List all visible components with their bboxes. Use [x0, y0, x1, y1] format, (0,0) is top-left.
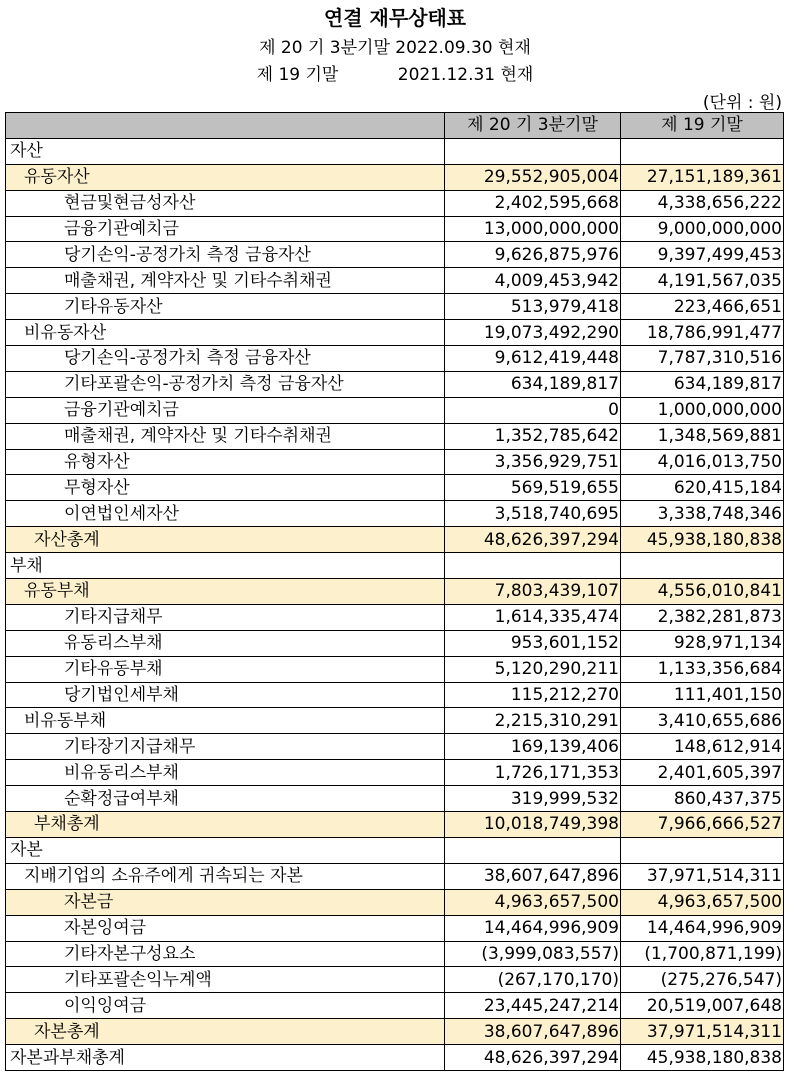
table-row — [6, 812, 784, 838]
prior-period-value: 3,410,655,686 — [621, 708, 784, 734]
table-row — [6, 993, 784, 1019]
table-row — [6, 837, 784, 863]
current-period-value: 14,464,996,909 — [445, 915, 621, 941]
table-row — [6, 786, 784, 812]
header-label-cell — [6, 113, 445, 139]
prior-period-value: 9,397,499,453 — [621, 242, 784, 268]
row-label: 순확정급여부채 — [6, 786, 445, 812]
table-row — [6, 138, 784, 164]
prior-period-value: 9,000,000,000 — [621, 216, 784, 242]
prior-period-value: 20,519,007,648 — [621, 993, 784, 1019]
prior-period-value — [621, 837, 784, 863]
prior-period-value: 1,000,000,000 — [621, 397, 784, 423]
table-row — [6, 915, 784, 941]
prior-period-value: 860,437,375 — [621, 786, 784, 812]
current-period-value: 3,356,929,751 — [445, 449, 621, 475]
row-label: 기타유동자산 — [6, 294, 445, 320]
table-body — [6, 113, 784, 1071]
prior-period-value — [621, 553, 784, 579]
table-header-row — [6, 113, 784, 139]
prior-period-value: 223,466,651 — [621, 294, 784, 320]
table-row — [6, 1045, 784, 1071]
current-period-value: 4,963,657,500 — [445, 889, 621, 915]
prior-period-value: 27,151,189,361 — [621, 164, 784, 190]
row-label: 자본금 — [6, 889, 445, 915]
prior-period-value: 37,971,514,311 — [621, 863, 784, 889]
row-label: 비유동자산 — [6, 320, 445, 346]
prior-period-value: 7,966,666,527 — [621, 812, 784, 838]
statement-title: 연결 재무상태표 — [323, 6, 467, 30]
row-label: 이연법인세자산 — [6, 501, 445, 527]
current-period-value: 115,212,270 — [445, 682, 621, 708]
current-period-value — [445, 837, 621, 863]
row-label: 부채총계 — [6, 812, 445, 838]
row-label: 자본 — [6, 837, 445, 863]
prior-period-value: 4,016,013,750 — [621, 449, 784, 475]
table-row — [6, 967, 784, 993]
row-label: 이익잉여금 — [6, 993, 445, 1019]
current-period-value: 13,000,000,000 — [445, 216, 621, 242]
row-label: 당기손익-공정가치 측정 금융자산 — [6, 242, 445, 268]
table-row — [6, 527, 784, 553]
current-period-value: 38,607,647,896 — [445, 1019, 621, 1045]
prior-period-value: 18,786,991,477 — [621, 320, 784, 346]
row-label: 금융기관예치금 — [6, 216, 445, 242]
current-period-value: 319,999,532 — [445, 786, 621, 812]
row-label: 자본총계 — [6, 1019, 445, 1045]
row-label: 기타지급채무 — [6, 604, 445, 630]
table-row — [6, 268, 784, 294]
table-row — [6, 371, 784, 397]
current-period-value: 1,726,171,353 — [445, 760, 621, 786]
row-label: 매출채권, 계약자산 및 기타수취채권 — [6, 423, 445, 449]
table-row — [6, 941, 784, 967]
prior-period-value: (1,700,871,199) — [621, 941, 784, 967]
current-period-value: 38,607,647,896 — [445, 863, 621, 889]
table-row — [6, 553, 784, 579]
current-period-value: 169,139,406 — [445, 734, 621, 760]
balance-sheet-table — [5, 112, 784, 1071]
current-period-value: 513,979,418 — [445, 294, 621, 320]
row-label: 기타자본구성요소 — [6, 941, 445, 967]
row-label: 부채 — [6, 553, 445, 579]
row-label: 현금및현금성자산 — [6, 190, 445, 216]
row-label: 유형자산 — [6, 449, 445, 475]
row-label: 당기법인세부채 — [6, 682, 445, 708]
row-label: 비유동리스부채 — [6, 760, 445, 786]
table-row — [6, 449, 784, 475]
row-label: 무형자산 — [6, 475, 445, 501]
table-row — [6, 164, 784, 190]
current-period-value: 1,352,785,642 — [445, 423, 621, 449]
current-period-value: 23,445,247,214 — [445, 993, 621, 1019]
row-label: 자산총계 — [6, 527, 445, 553]
row-label: 금융기관예치금 — [6, 397, 445, 423]
row-label: 유동부채 — [6, 579, 445, 605]
row-label: 매출채권, 계약자산 및 기타수취채권 — [6, 268, 445, 294]
prior-period-value: 4,963,657,500 — [621, 889, 784, 915]
prior-period-value: 4,191,567,035 — [621, 268, 784, 294]
prior-period-value: (275,276,547) — [621, 967, 784, 993]
current-period-value: 1,614,335,474 — [445, 604, 621, 630]
table-row — [6, 863, 784, 889]
period-current: 제 20 기 3분기말 2022.09.30 현재 — [259, 38, 531, 58]
table-row — [6, 242, 784, 268]
prior-period-value: 1,348,569,881 — [621, 423, 784, 449]
table-row — [6, 760, 784, 786]
current-period-value: 9,626,875,976 — [445, 242, 621, 268]
table-row — [6, 734, 784, 760]
prior-period-value: 2,382,281,873 — [621, 604, 784, 630]
table-row — [6, 475, 784, 501]
current-period-value: 48,626,397,294 — [445, 1045, 621, 1071]
table-row — [6, 604, 784, 630]
current-period-value: 3,518,740,695 — [445, 501, 621, 527]
prior-period-value: 4,556,010,841 — [621, 579, 784, 605]
current-period-value: 29,552,905,004 — [445, 164, 621, 190]
row-label: 유동자산 — [6, 164, 445, 190]
prior-period-value: 45,938,180,838 — [621, 1045, 784, 1071]
row-label: 지배기업의 소유주에게 귀속되는 자본 — [6, 863, 445, 889]
current-period-value: 2,402,595,668 — [445, 190, 621, 216]
table-row — [6, 190, 784, 216]
current-period-value: 569,519,655 — [445, 475, 621, 501]
row-label: 기타유동부채 — [6, 656, 445, 682]
prior-period-value: 620,415,184 — [621, 475, 784, 501]
prior-period-value: 634,189,817 — [621, 371, 784, 397]
current-period-value: 19,073,492,290 — [445, 320, 621, 346]
prior-period-value — [621, 138, 784, 164]
prior-period-value: 4,338,656,222 — [621, 190, 784, 216]
table-row — [6, 397, 784, 423]
current-period-value: 4,009,453,942 — [445, 268, 621, 294]
current-period-value: 0 — [445, 397, 621, 423]
current-period-value — [445, 553, 621, 579]
current-period-value: 9,612,419,448 — [445, 346, 621, 372]
header-prior-period: 제 19 기말 — [621, 113, 784, 139]
row-label: 유동리스부채 — [6, 630, 445, 656]
prior-period-value: 2,401,605,397 — [621, 760, 784, 786]
row-label: 자산 — [6, 138, 445, 164]
current-period-value: 953,601,152 — [445, 630, 621, 656]
period-prior: 제 19 기말 2021.12.31 현재 — [256, 65, 534, 85]
row-label: 기타포괄손익누계액 — [6, 967, 445, 993]
table-row — [6, 320, 784, 346]
table-row — [6, 501, 784, 527]
table-row — [6, 682, 784, 708]
table-row — [6, 708, 784, 734]
table-row — [6, 423, 784, 449]
table-row — [6, 294, 784, 320]
prior-period-value: 37,971,514,311 — [621, 1019, 784, 1045]
current-period-value: 634,189,817 — [445, 371, 621, 397]
current-period-value: 48,626,397,294 — [445, 527, 621, 553]
row-label: 당기손익-공정가치 측정 금융자산 — [6, 346, 445, 372]
table-row — [6, 346, 784, 372]
prior-period-value: 3,338,748,346 — [621, 501, 784, 527]
row-label: 자본잉여금 — [6, 915, 445, 941]
row-label: 기타포괄손익-공정가치 측정 금융자산 — [6, 371, 445, 397]
prior-period-value: 148,612,914 — [621, 734, 784, 760]
prior-period-value: 45,938,180,838 — [621, 527, 784, 553]
current-period-value: (267,170,170) — [445, 967, 621, 993]
prior-period-value: 928,971,134 — [621, 630, 784, 656]
current-period-value: (3,999,083,557) — [445, 941, 621, 967]
row-label: 비유동부채 — [6, 708, 445, 734]
table-row — [6, 656, 784, 682]
table-row — [6, 579, 784, 605]
current-period-value: 10,018,749,398 — [445, 812, 621, 838]
prior-period-value: 14,464,996,909 — [621, 915, 784, 941]
prior-period-value: 1,133,356,684 — [621, 656, 784, 682]
table-row — [6, 1019, 784, 1045]
row-label: 기타장기지급채무 — [6, 734, 445, 760]
row-label: 자본과부채총계 — [6, 1045, 445, 1071]
current-period-value: 5,120,290,211 — [445, 656, 621, 682]
prior-period-value: 7,787,310,516 — [621, 346, 784, 372]
current-period-value: 7,803,439,107 — [445, 579, 621, 605]
current-period-value — [445, 138, 621, 164]
table-row — [6, 630, 784, 656]
header-current-period: 제 20 기 3분기말 — [445, 113, 621, 139]
unit-label: (단위 : 원) — [702, 93, 782, 113]
table-row — [6, 889, 784, 915]
table-row — [6, 216, 784, 242]
current-period-value: 2,215,310,291 — [445, 708, 621, 734]
prior-period-value: 111,401,150 — [621, 682, 784, 708]
